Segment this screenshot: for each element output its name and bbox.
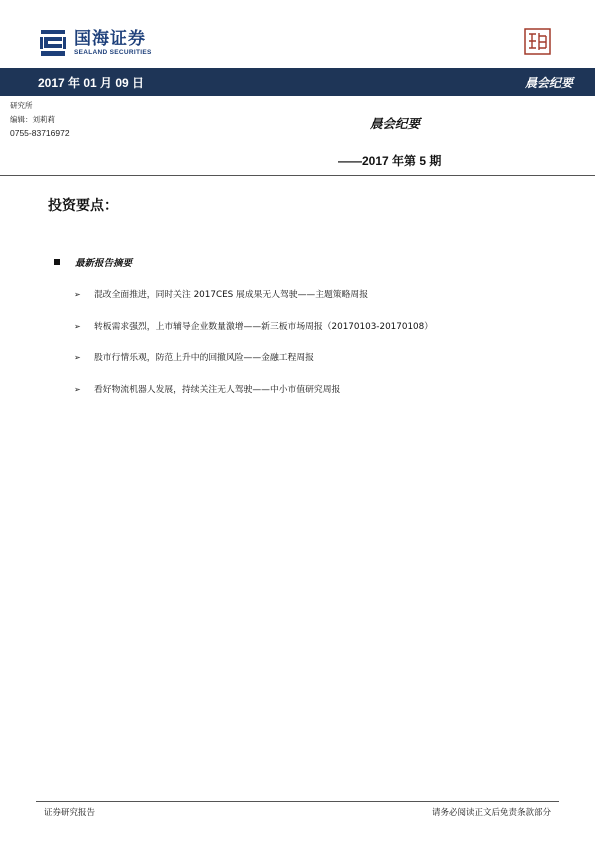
arrow-bullet-icon: ➢ [74,353,81,362]
report-summary: 转板需求强烈，上市辅导企业数量激增——新三板市场周报（20170103-20170108） [94,322,434,332]
list-item [74,319,433,332]
footer-disclaimer: 请务必阅读正文后免责条款部分 [431,808,551,818]
arrow-bullet-icon: ➢ [74,322,81,331]
list-item [74,287,368,300]
report-summary: 股市行情乐观，防范上升中的回撤风险——金融工程周报 [94,353,314,363]
phone-number: 0755-83716972 [10,128,70,138]
list-item [74,382,340,395]
list-item [74,350,314,363]
banner-title: 晨会纪要 [524,76,573,90]
footer-divider [36,801,559,802]
report-summary: 混改全面推进，同时关注 2017CES 展成果无人驾驶——主题策略周报 [94,290,368,300]
report-summary: 看好物流机器人发展，持续关注无人驾驶——中小市值研究周报 [94,385,341,395]
document-title: 晨会纪要 [370,116,421,131]
investment-points-heading: 投资要点： [48,198,118,214]
section-title: 最新报告摘要 [75,258,133,269]
department: 研究所 [10,101,33,110]
editor: 编辑：刘莉莉 [10,115,55,124]
report-date: 2017 年 01 月 09 日 [38,76,145,90]
header-divider [0,175,595,176]
arrow-bullet-icon: ➢ [74,385,81,394]
logo-chinese-name: 国海证券 [74,29,146,49]
footer-report-type: 证券研究报告 [44,808,96,818]
seal-stamp-icon [524,28,551,55]
logo-english-name: SEALAND SECURITIES [74,49,152,56]
sealand-logo-icon [38,28,68,58]
square-bullet-icon [54,259,60,265]
header-banner [0,68,595,96]
issue-number: ——2017 年第 5 期 [338,154,442,168]
arrow-bullet-icon: ➢ [74,290,81,299]
company-logo [38,28,152,58]
